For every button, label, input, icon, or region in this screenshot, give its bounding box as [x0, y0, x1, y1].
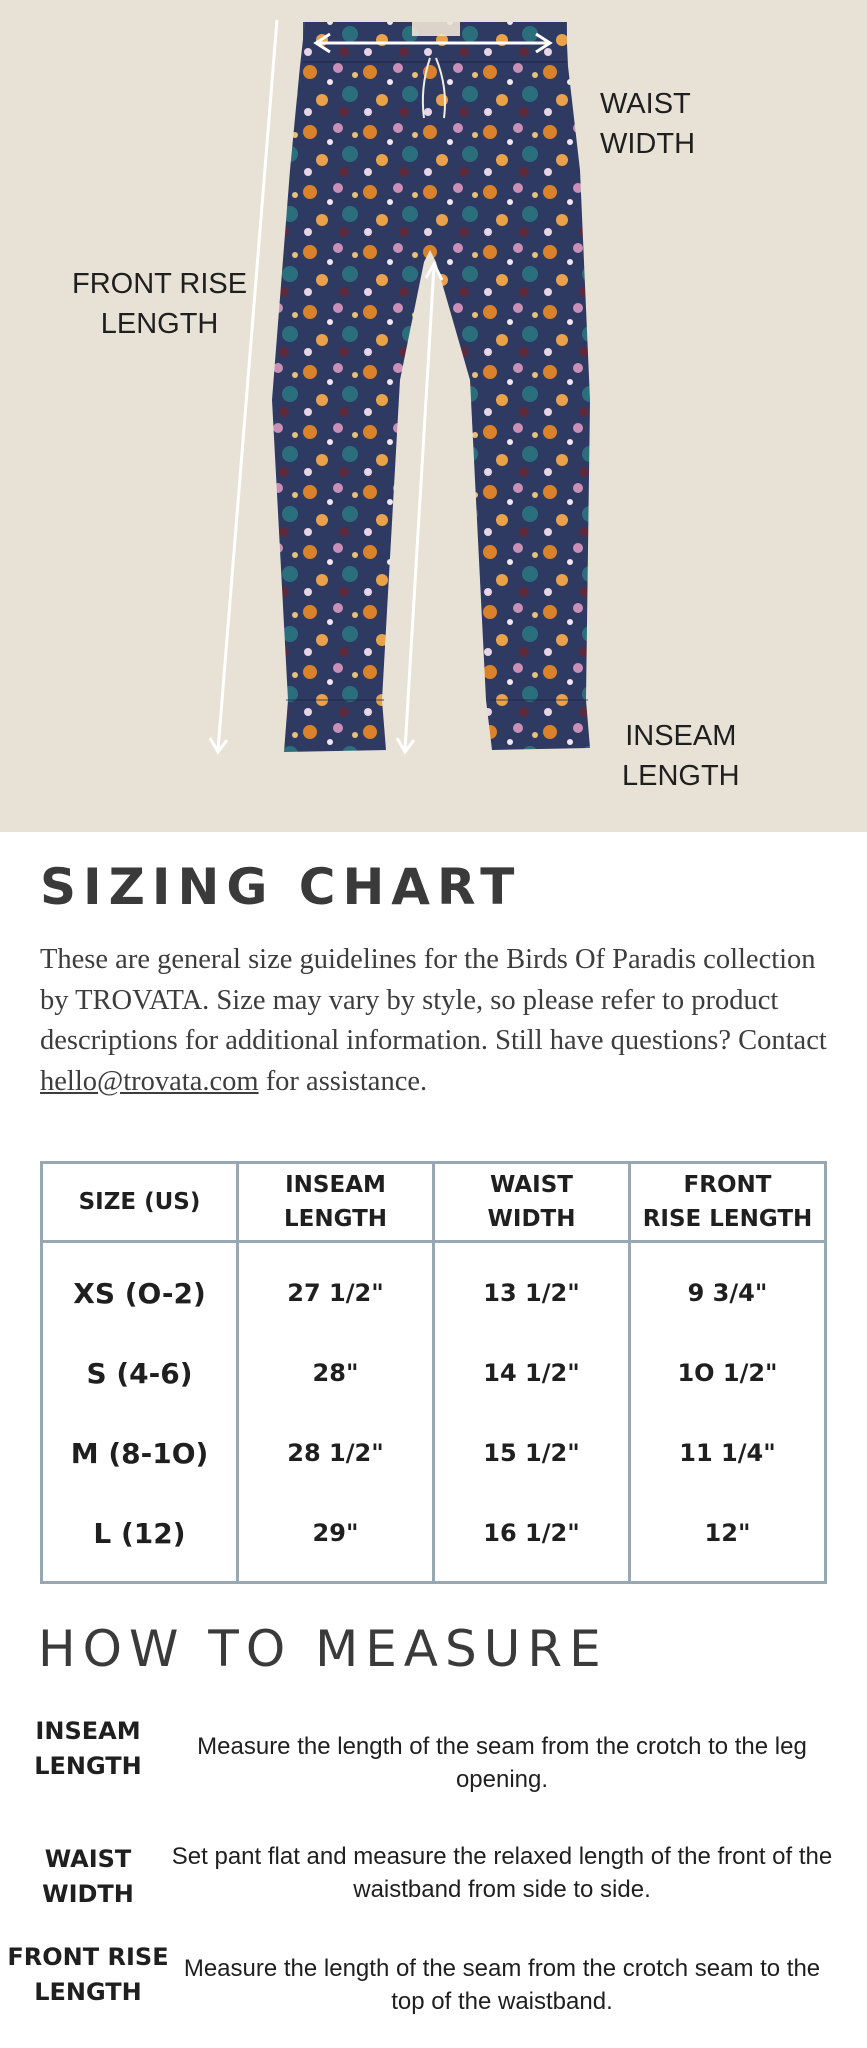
inseam-length-label: INSEAM LENGTH	[622, 720, 740, 792]
header-size: SIZE (US)	[42, 1163, 238, 1242]
table-row	[42, 1413, 826, 1493]
header-waist: WAIST WIDTH	[434, 1163, 630, 1242]
waist-cell: 16 1/2"	[434, 1493, 630, 1583]
measure-label: INSEAM LENGTH	[34, 1717, 142, 1780]
how-to-measure-title: HOW TO MEASURE	[38, 1620, 608, 1678]
size-cell: L (12)	[42, 1493, 238, 1583]
pants-shape	[272, 22, 590, 752]
inseam-cell: 29"	[238, 1493, 434, 1583]
sizing-intro: These are general size guidelines for the Birds Of Paradis collection by TROVATA. Size may vary by style, so please refer to product descriptions for additional information. Still have questions? Contact hello@trovata.com for assistance.	[40, 944, 827, 1097]
contact-email-link[interactable]: hello@trovata.com	[40, 1065, 259, 1097]
inseam-cell: 28 1/2"	[238, 1413, 434, 1493]
front-rise-cell: 9 3/4"	[630, 1242, 826, 1334]
inseam-cell: 27 1/2"	[238, 1242, 434, 1334]
size-table	[40, 1161, 827, 1584]
size-cell: S (4-6)	[42, 1333, 238, 1413]
waist-width-label: WAIST WIDTH	[600, 88, 696, 160]
size-cell: XS (O-2)	[42, 1242, 238, 1334]
sizing-chart-title: SIZING CHART	[40, 858, 522, 916]
table-row	[42, 1493, 826, 1583]
waist-cell: 15 1/2"	[434, 1413, 630, 1493]
size-table-header-row	[42, 1163, 826, 1242]
product-figure	[0, 0, 867, 832]
size-cell: M (8-1O)	[42, 1413, 238, 1493]
measure-description: Set pant flat and measure the relaxed length of the front of the waistband from side to side.	[171, 1843, 833, 1903]
waist-cell: 13 1/2"	[434, 1242, 630, 1334]
header-inseam: INSEAM LENGTH	[238, 1163, 434, 1242]
pants-illustration	[0, 0, 867, 832]
measure-description: Measure the length of the seam from the crotch seam to the top of the waistband.	[183, 1955, 821, 2015]
table-row	[42, 1242, 826, 1334]
header-front-rise: FRONT RISE LENGTH	[630, 1163, 826, 1242]
measure-label: FRONT RISE LENGTH	[7, 1943, 169, 2006]
front-rise-length-label: FRONT RISE LENGTH	[72, 268, 248, 340]
table-row	[42, 1333, 826, 1413]
front-rise-cell: 12"	[630, 1493, 826, 1583]
measure-label: WAIST WIDTH	[42, 1845, 134, 1908]
front-rise-cell: 1O 1/2"	[630, 1333, 826, 1413]
measure-description: Measure the length of the seam from the crotch to the leg opening.	[197, 1733, 807, 1793]
front-rise-cell: 11 1/4"	[630, 1413, 826, 1493]
inseam-cell: 28"	[238, 1333, 434, 1413]
waist-cell: 14 1/2"	[434, 1333, 630, 1413]
